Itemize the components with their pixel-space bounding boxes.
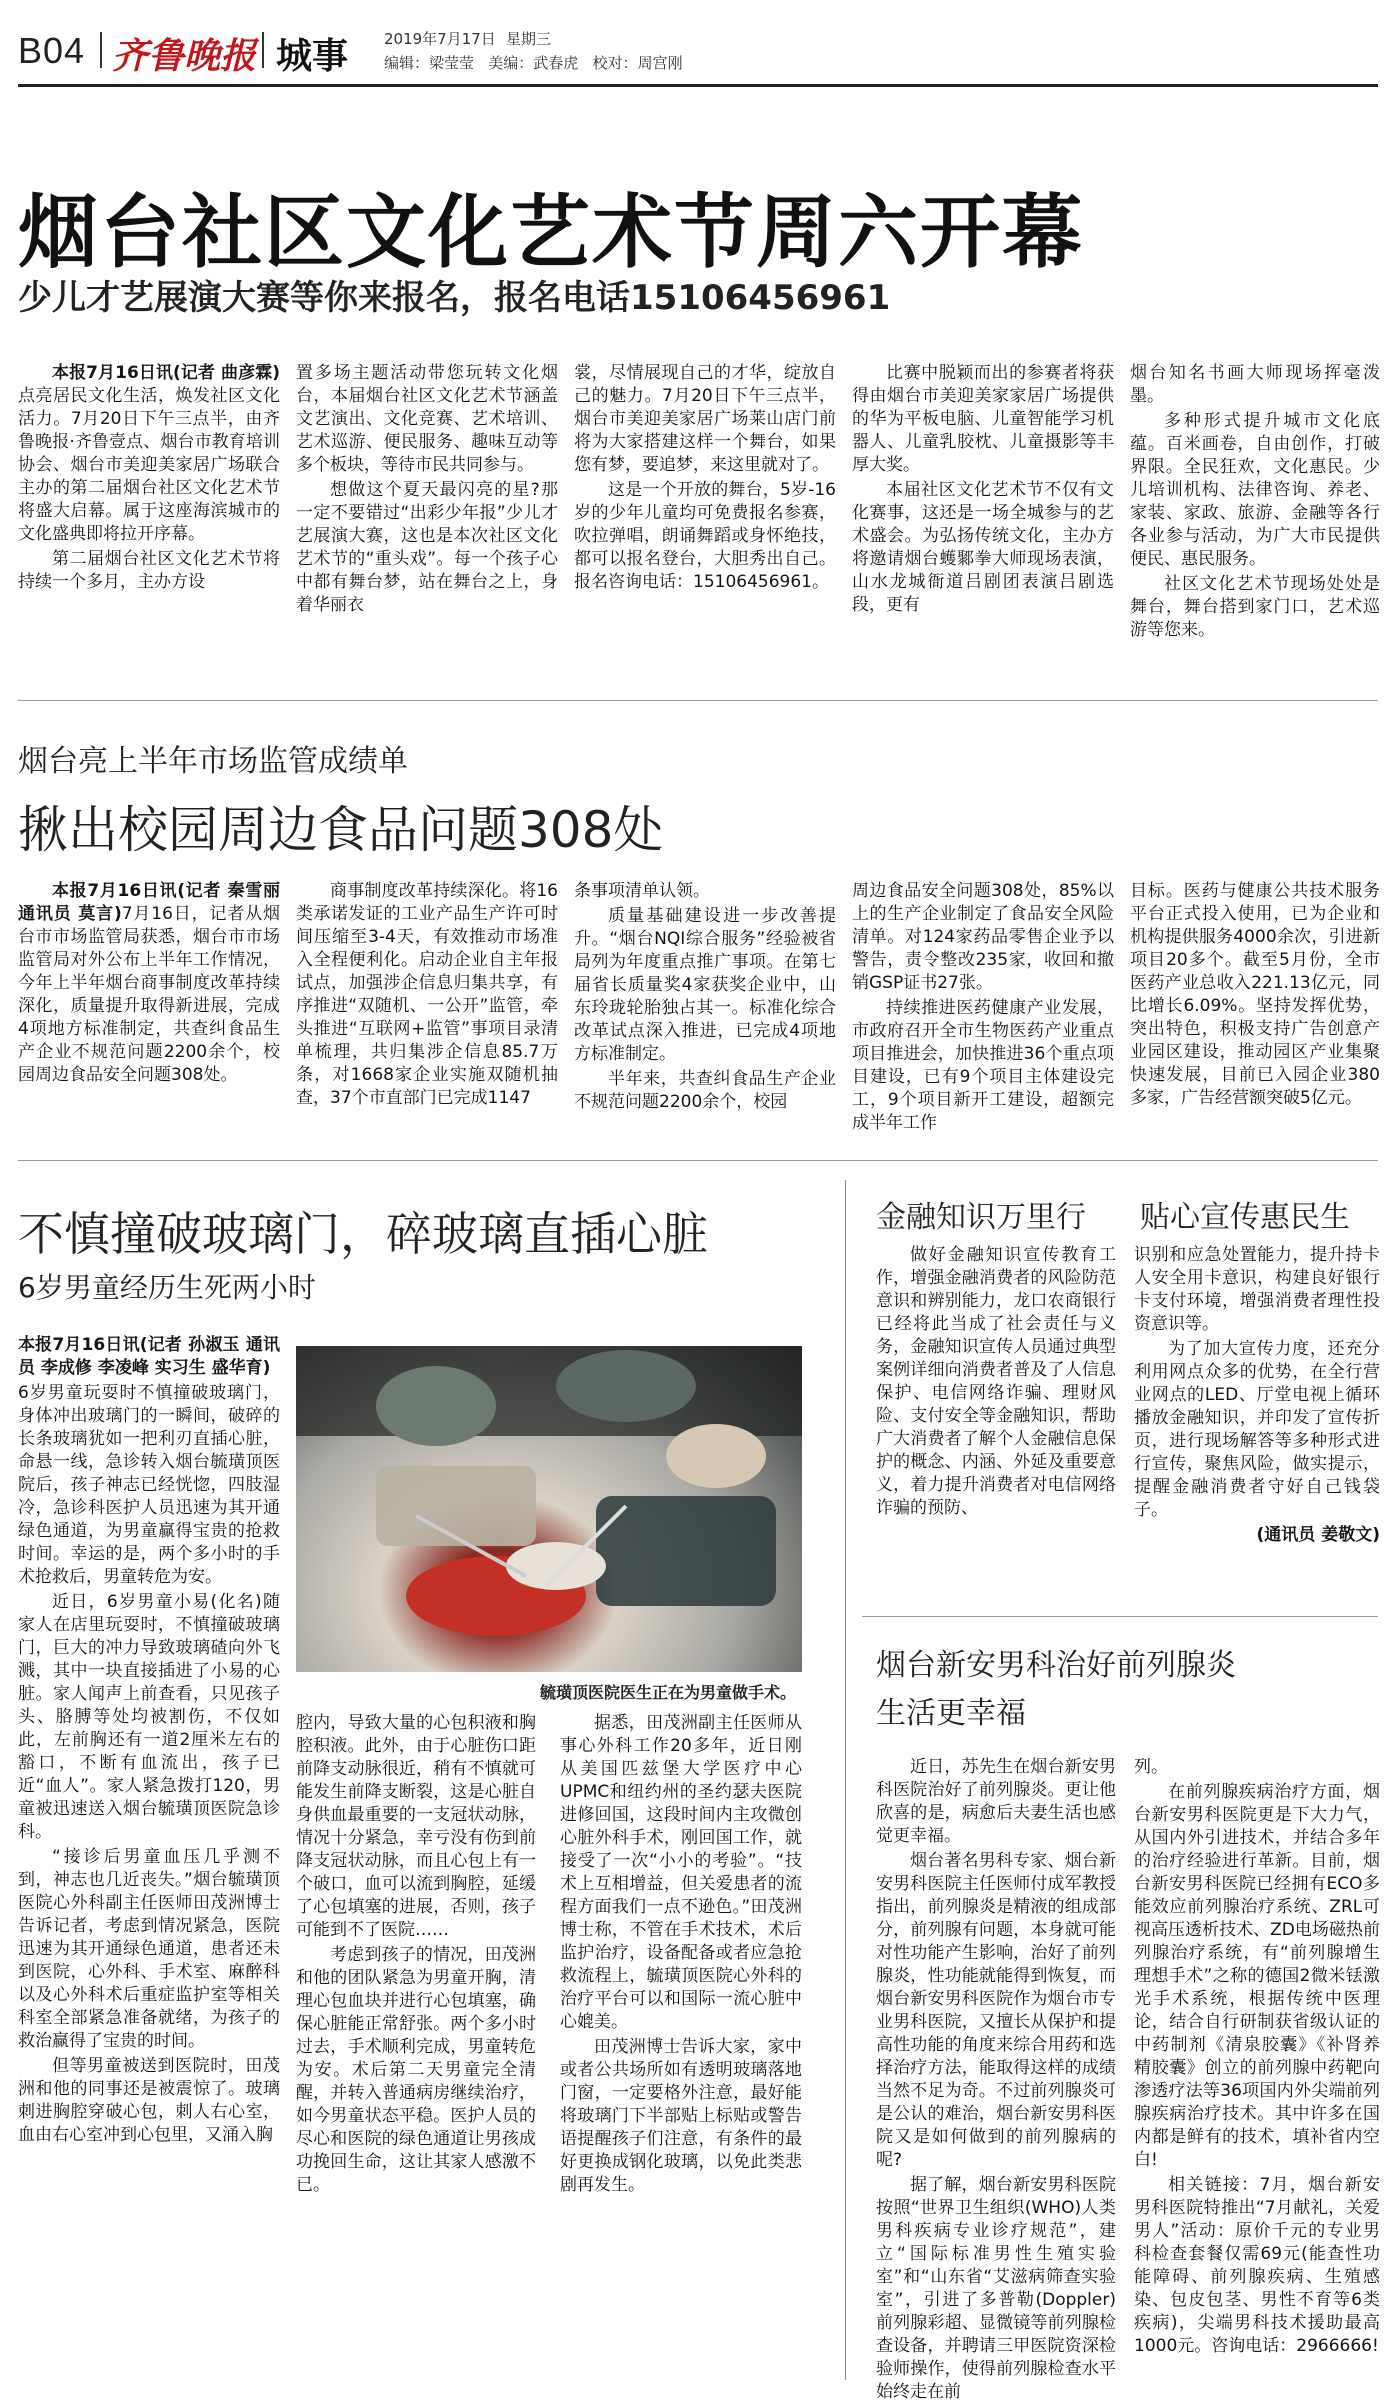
body-text: 田茂洲博士告诉大家，家中或者公共场所如有透明玻璃落地门窗，一定要格外注意，最好能将玻璃门下半部贴上标贴或警告语提醒孩子们注意，有条件的最好更换成钢化玻璃，以免此类悲剧再发生。	[560, 2037, 802, 2195]
issue-weekday: 星期三	[506, 30, 552, 48]
body-text: 在前列腺疾病治疗方面，烟台新安男科医院更是下大力气，从国内外引进技术，并结合多年的治疗经验进行革新。目前，烟台新安男科医院已经拥有ECO多能效应前列腺治疗系统、ZRL可视高压透析技术、ZD电场磁热前列腺治疗系统，有“前列腺增生理想手术”之称的德国2微米铥激光手术系统，根据传统中医理论，结合自行研制获省级认证的中药制剂《清泉胶囊》《补肾养精胶囊》创立的前列腺中药靶向渗透疗法等36项国内外尖端前列腺疾病治疗技术。其中许多在国内都是鲜有的技术，填补省内空白!	[1134, 1782, 1380, 2170]
body-text: 比赛中脱颖而出的参赛者将获得由烟台市美迎美家家居广场提供的华为平板电脑、儿童智能学习机器人、儿童乳胶枕、儿童摄影等丰厚大奖。	[852, 363, 1114, 475]
article-column	[18, 362, 280, 644]
body-text: 想做这个夏天最闪亮的星?那一定不要错过“出彩少年报”少儿才艺展演大赛，这也是本次社区文化艺术节的“重头戏”。每一个孩子心中都有舞台梦，站在舞台之上，身着华丽衣	[296, 480, 558, 615]
body-text: 6岁男童玩耍时不慎撞破玻璃门，身体冲出玻璃门的一瞬间，破碎的长条玻璃犹如一把利刃直插心脏，命悬一线，急诊转入烟台毓璜顶医院后，孩子神志已经恍惚，四肢湿冷，急诊科医护人员迅速为其开通绿色通道，为男童赢得宝贵的抢救时间。幸运的是，两个多小时的手术抢救后，男童转危为安。	[18, 1383, 280, 1587]
byline: 本报7月16日讯(记者 曲彦霖)	[52, 363, 280, 383]
body-text: 半年来，共查纠食品生产企业不规范问题2200余个，校园	[574, 1069, 836, 1112]
body-text: 目标。医药与健康公共技术服务平台正式投入使用，已为企业和机构提供服务4000余次，引进新项目20多个。截至5月份，全市医药产业总收入221.13亿元，同比增长6.09%。坚持发挥优势，突出特色，积极支持广告创意产业园区建设，推动园区产业集聚快速发展，目前已入园企业380多家，广告经营额突破5亿元。	[1130, 881, 1380, 1108]
body-text: 这是一个开放的舞台，5岁-16岁的少年儿童均可免费报名参赛，吹拉弹唱，朗诵舞蹈或身怀绝技，都可以报名登台，大胆秀出自己。报名咨询电话：15106456961。	[574, 480, 836, 592]
body-text: 多种形式提升城市文化底蕴。百米画卷，自由创作，打破界限。全民狂欢，文化惠民。少儿培训机构、法律咨询、养老、家装、家政、旅游、金融等各行各业参与活动，为广大市民提供便民、惠民服务。	[1130, 411, 1380, 569]
body-text: 烟台著名男科专家、烟台新安男科医院主任医师付成军教授指出，前列腺炎是精液的组成部分，前列腺有问题，本身就可能对性功能产生影响，治好了前列腺炎，性功能就能得到恢复，而烟台新安男科医院作为烟台市专业男科医院，又擅长从保护和提高性功能的角度来综合用药和选择治疗方法，能取得这样的成绩当然不足为奇。不过前列腺炎可是公认的难治，烟台新安男科医院又是如何做到的前列腺病的呢?	[876, 1851, 1116, 2170]
article-column	[296, 880, 558, 1142]
headline: 生活更幸福	[876, 1696, 1026, 1731]
body-text: 7月16日，记者从烟台市市场监管局获悉，烟台市市场监管局对外公布上半年工作情况，今年上半年烟台商事制度改革持续深化，质量提升取得新进展，完成4项地方标准制定，共查纠食品生产企业不规范问题2200余个，校园周边食品安全问题308处。	[18, 904, 280, 1085]
body-text: 据悉，田茂洲副主任医师从事心外科工作20多年，近日刚从美国匹兹堡大学医疗中心UPMC和纽约州的圣约瑟夫医院进修回国，这段时间内主攻微创心脏外科手术，刚回国工作，就接受了一次“小小的考验”。“技术上互相增益，但关爱患者的流程方面我们一点不逊色。”田茂洲博士称，不管在手术技术，术后监护治疗，设备配备或者应急抢救流程上，毓璜顶医院心外科的治疗平台可以和国际一流心脏中心媲美。	[560, 1713, 802, 2032]
divider-icon	[262, 32, 264, 68]
section-name: 城事	[276, 36, 349, 77]
article-column	[560, 1712, 802, 2374]
article-column	[876, 1244, 1116, 1602]
body-text: 周边食品安全问题308处，85%以上的生产企业制定了食品安全风险清单。对124家药品零售企业予以警告，责令整改235家，收回和撤销GSP证书27张。	[852, 881, 1114, 993]
headline: 烟台新安男科治好前列腺炎	[876, 1648, 1236, 1683]
article-column	[574, 880, 836, 1142]
body-text: 质量基础建设进一步改善提升。“烟台NQI综合服务”经验被省局列为年度重点推广事项。在第七届省长质量奖4家获奖企业中，山东玲珑轮胎独占其一。标准化综合改革试点深入推进，已完成4项地方标准制定。	[574, 906, 836, 1064]
body-text: 据了解，烟台新安男科医院按照“世界卫生组织(WHO)人类男科疾病专业诊疗规范”，建立“国际标准男性生殖实验室”和“山东省“艾滋病筛查实验室”，引进了多普勒(Doppler)前列腺彩超、显微镜等前列腺检查设备，并聘请三甲医院资深检验师操作，使得前列腺检查水平始终走在前	[876, 2175, 1116, 2402]
photo-caption: 毓璜顶医院医生正在为男童做手术。	[540, 1683, 797, 1702]
paper-name-logo: 齐鲁晚报	[112, 35, 257, 77]
body-text: 相关链接：7月，烟台新安男科医院特推出“7月献礼，关爱男人”活动：原价千元的专业男科检查套餐仅需69元(能查性功能障碍、前列腺疾病、生殖感染、包皮包茎、男性不育等6类疾病)，尖端男科技术援助最高1000元。咨询电话：2966666!	[1134, 2175, 1380, 2356]
article-column	[1134, 1756, 1380, 2376]
body-text: 但等男童被送到医院时，田茂洲和他的同事还是被震惊了。玻璃刺进胸腔穿破心包，刺人右心室，血由右心室冲到心包里，又涌入胸	[18, 2056, 280, 2145]
article-column	[296, 1712, 536, 2374]
article-column	[18, 880, 280, 1142]
divider-icon	[100, 32, 102, 68]
headline: 烟台社区文化艺术节周六开幕	[18, 186, 1084, 279]
body-text: 社区文化艺术节现场处处是舞台，舞台搭到家门口，艺术巡游等您来。	[1130, 574, 1380, 640]
body-text: 持续推进医药健康产业发展，市政府召开全市生物医药产业重点项目推进会，加快推进36个重点项目建设，已有9个项目主体建设完工，9个项目新开工建设，超额完成半年工作	[852, 998, 1114, 1133]
body-text: 考虑到孩子的情况，田茂洲和他的团队紧急为男童开胸，清理心包血块并进行心包填塞，确保心脏能正常舒张。两个多小时过去，手术顺利完成，男童转危为安。术后第二天男童完全清醒，并转入普通病房继续治疗，如今男童状态平稳。医护人员的尽心和医院的绿色通道让男孩成功挽回生命，这让其家人感激不已。	[296, 1945, 536, 2195]
subheadline: 6岁男童经历生死两小时	[18, 1271, 316, 1304]
byline: 本报7月16日讯(记者 秦雪丽 通讯员 莫言)	[18, 881, 280, 924]
body-text: 本届社区文化艺术节不仅有文化赛事，这还是一场全城参与的艺术盛会。为弘扬传统文化，主办方将邀请烟台蠖鄹拳大师现场表演，山水龙城衙道吕剧团表演吕剧选段，更有	[852, 480, 1114, 615]
issue-date: 2019年7月17日	[384, 30, 496, 48]
page-number: B04	[18, 30, 86, 71]
article-column	[852, 880, 1114, 1142]
headline: 金融知识万里行	[876, 1200, 1086, 1235]
masthead-rule	[18, 84, 1378, 87]
section-rule	[18, 1160, 1378, 1161]
body-text: 列。	[1134, 1757, 1168, 1777]
body-text: 商事制度改革持续深化。将16类承诺发证的工业产品生产许可时间压缩至3-4天，有效推动市场准入全程便利化。启动企业自主年报试点，加强涉企信息归集共享，有序推进“双随机、一公开”监管，牵头推进“互联网+监管”事项目录清单梳理，共归集涉企信息85.7万条，对1668家企业实施双随机抽查，37个市直部门已完成1147	[296, 881, 558, 1108]
body-text: 置多场主题活动带您玩转文化烟台，本届烟台社区文化艺术节涵盖文艺演出、文化竞赛、艺术培训、艺术巡游、便民服务、趣味互动等多个板块，等待市民共同参与。	[296, 363, 558, 475]
article-column	[876, 1756, 1116, 2402]
body-text: 条事项清单认领。	[574, 881, 710, 901]
surgery-scene-icon	[296, 1346, 802, 1672]
article-column	[574, 362, 836, 644]
headline: 贴心宣传惠民生	[1140, 1200, 1350, 1235]
section-rule	[862, 1616, 1378, 1617]
byline: (通讯员 姜敬文)	[1256, 1525, 1380, 1545]
headline: 不慎撞破玻璃门，碎玻璃直插心脏	[18, 1207, 708, 1261]
headline: 揪出校园周边食品问题308处	[18, 801, 664, 859]
article-column	[296, 362, 558, 644]
subheadline: 少儿才艺展演大赛等你来报名，报名电话15106456961	[18, 278, 891, 318]
surgery-photo	[296, 1346, 802, 1672]
byline: 本报7月16日讯(记者 孙淑玉 通讯员 李成修 李凌峰 实习生 盛华育)	[18, 1335, 280, 1378]
body-text: 裳，尽情展现自己的才华，绽放自己的魅力。7月20日下午三点半，烟台市美迎美家居广场莱山店门前将为大家搭建这样一个舞台，如果您有梦，要追梦，来这里就对了。	[574, 363, 836, 475]
body-text: 烟台知名书画大师现场挥毫泼墨。	[1130, 363, 1380, 406]
article-column	[1134, 1244, 1380, 1602]
body-text: 识别和应急处置能力，提升持卡人安全用卡意识，构建良好银行卡支付环境，增强消费者理性投资意识等。	[1134, 1245, 1380, 1334]
article-column	[1130, 880, 1380, 1142]
body-text: 近日，苏先生在烟台新安男科医院治好了前列腺炎。更让他欣喜的是，病愈后夫妻生活也感觉更幸福。	[876, 1757, 1116, 1846]
kicker: 烟台亮上半年市场监管成绩单	[18, 744, 408, 779]
body-text: “接诊后男童血压几乎测不到，神志也几近丧失。”烟台毓璜顶医院心外科副主任医师田茂洲博士告诉记者，考虑到情况紧急，医院迅速为其开通绿色通道，患者还未到医院，心外科、手术室、麻醉科以及心外科术后重症监护室等相关科室全部紧急准备就绪，为孩子的救治赢得了宝贵的时间。	[18, 1847, 280, 2051]
article-column	[1130, 362, 1380, 644]
body-text: 腔内，导致大量的心包积液和胸腔积液。此外，由于心脏伤口距前降支动脉很近，稍有不慎就可能发生前降支断裂，这是心脏自身供血最重要的一支冠状动脉，情况十分紧急，幸亏没有伤到前降支冠状动脉，而且心包上有一个破口，血可以流到胸腔，延缓了心包填塞的进展，否则，孩子可能到不了医院……	[296, 1713, 536, 1940]
body-text: 为了加大宣传力度，还充分利用网点众多的优势，在全行营业网点的LED、厅堂电视上循环播放金融知识，并印发了宣传折页，进行现场解答等多种形式进行宣传，聚焦风险，做实提示，提醒金融消费者守好自己钱袋子。	[1134, 1339, 1380, 1520]
body-text: 第二届烟台社区文化艺术节将持续一个多月，主办方设	[18, 549, 280, 592]
body-text: 近日，6岁男童小易(化名)随家人在店里玩耍时，不慎撞破玻璃门，巨大的冲力导致玻璃碴向外飞溅，其中一块直接插进了小易的心脏。家人闻声上前查看，只见孩子头、胳膊等处均被割伤，不仅如此，左前胸还有一道2厘米左右的豁口，不断有血流出，孩子已近“血人”。家人紧急拨打120，男童被迅速送入烟台毓璜顶医院急诊科。	[18, 1592, 280, 1842]
article-column	[18, 1334, 280, 2374]
body-text: 做好金融知识宣传教育工作，增强金融消费者的风险防范意识和辨别能力，龙口农商银行已经将此当成了社会责任与义务，金融知识宣传人员通过典型案例详细向消费者普及了人信息保护、电信网络诈骗、理财风险、支付安全等金融知识，帮助广大消费者了解个人金融信息保护的概念、内涵、外延及重要意义，着力提升消费者对电信网络诈骗的预防、	[876, 1245, 1116, 1518]
body-text: 点亮居民文化生活，焕发社区文化活力。7月20日下午三点半，由齐鲁晚报·齐鲁壹点、烟台市教育培训协会、烟台市美迎美家居广场联合主办的第二届烟台社区文化艺术节将盛大启幕。属于这座海滨城市的文化盛典即将拉开序幕。	[18, 386, 280, 544]
column-divider	[845, 1180, 846, 2380]
article-column	[852, 362, 1114, 644]
section-rule	[18, 700, 1378, 701]
editor-line: 编辑：梁莹莹 美编：武春虎 校对：周宫刚	[384, 54, 683, 72]
